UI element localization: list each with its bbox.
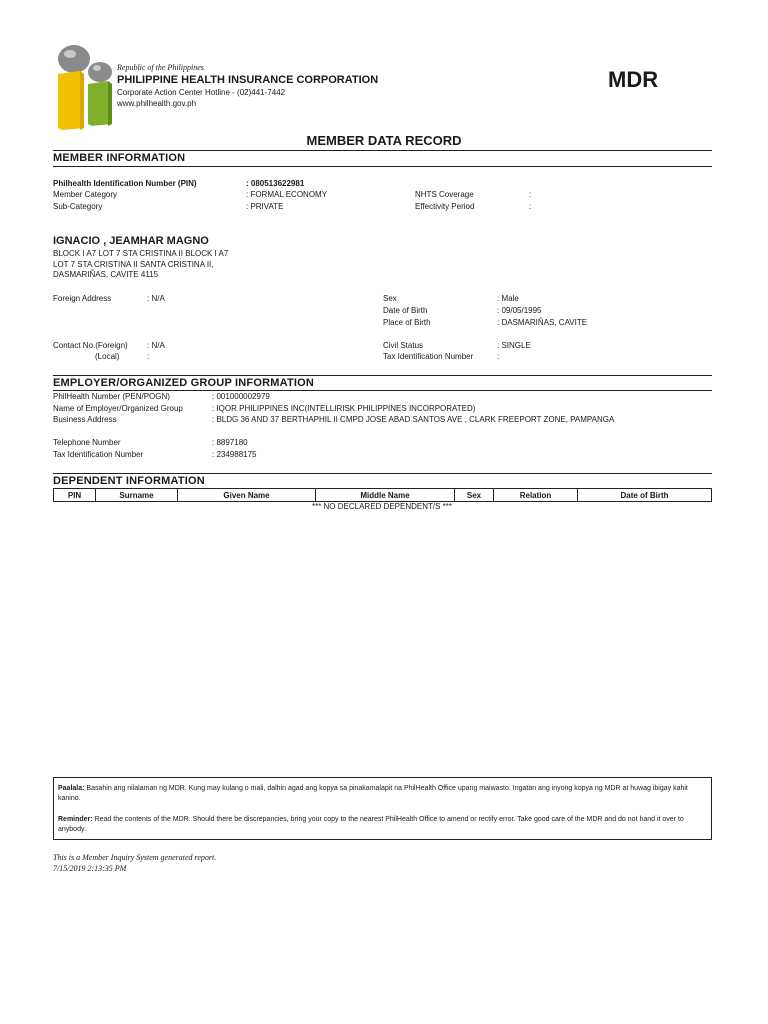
dependents-table (53, 488, 712, 502)
no-dependents-message: *** NO DECLARED DEPENDENT/S *** (311, 502, 453, 511)
sex-value: : Male (497, 294, 519, 303)
reminder-text: Read the contents of the MDR. Should there be discrepancies, bring your copy to the nearest PhilHealth Office to amend or rectify error. Take good care of the MDR and do not hand it over to anybody. (58, 816, 684, 833)
republic-label: Republic of the Philippines (117, 63, 204, 72)
col-surname: Surname (96, 489, 178, 502)
col-pin: PIN (54, 489, 96, 502)
contact-foreign-value: : N/A (147, 341, 165, 350)
effectivity-label: Effectivity Period (415, 202, 475, 211)
category-label: Member Category (53, 190, 118, 199)
logo-ball-large (58, 45, 90, 73)
contact-local-label: (Local) (95, 352, 120, 361)
pin-value: : 080513622981 (246, 179, 305, 188)
member-info-rule (53, 166, 712, 167)
dependents-header-row (54, 489, 712, 502)
col-relation: Relation (494, 489, 578, 502)
employer-tin-value: : 234988175 (212, 450, 257, 459)
member-tin-value: : (497, 352, 500, 361)
pen-value: : 001000002979 (212, 392, 270, 401)
phone-label: Telephone Number (53, 438, 121, 447)
member-tin-label: Tax Identification Number (383, 352, 474, 361)
business-address-value: : BLDG 36 AND 37 BERTHAPHIL II CMPD JOSE ABAD SANTOS AVE , CLARK FREEPORT ZONE, PAMPANGA (212, 415, 615, 424)
address-line-1: BLOCK I A7 LOT 7 STA CRISTINA II BLOCK I A7 (53, 249, 229, 258)
phone-value: : 8897180 (212, 438, 248, 447)
contact-local-value: : (147, 352, 150, 361)
employer-info-rule (53, 390, 712, 391)
subcategory-label: Sub-Category (53, 202, 103, 211)
foreign-address-value: : N/A (147, 294, 165, 303)
employer-top-rule (53, 375, 712, 376)
title-rule (53, 150, 712, 151)
notes-box (53, 777, 712, 840)
civil-status-value: : SINGLE (497, 341, 531, 350)
dependent-top-rule (53, 473, 712, 474)
effectivity-value: : (529, 202, 532, 211)
member-name: IGNACIO , JEAMHAR MAGNO (53, 235, 209, 247)
col-given-name: Given Name (178, 489, 316, 502)
address-line-3: DASMARIÑAS, CAVITE 4115 (53, 270, 159, 279)
contact-foreign-label: Contact No.(Foreign) (53, 341, 128, 350)
pob-label: Place of Birth (383, 318, 431, 327)
dependent-info-title: DEPENDENT INFORMATION (53, 475, 205, 487)
member-info-title: MEMBER INFORMATION (53, 152, 186, 164)
civil-status-label: Civil Status (383, 341, 424, 350)
pin-label: Philhealth Identification Number (PIN) (53, 179, 197, 188)
paalala-text: Basahin ang nilalaman ng MDR. Kung may kulang o mali, dalhin agad ang kopya sa pinakamalapit na PhilHealth Office upang maiwasto. Ingatan ang inyong kopya ng MDR at huwag ibigay kahit kanino. (58, 785, 688, 802)
doc-title: MEMBER DATA RECORD (306, 133, 462, 148)
reminder-label: Reminder: (58, 816, 93, 823)
generated-timestamp: 7/15/2019 2:13:35 PM (53, 864, 127, 873)
employer-name-value: : IQOR PHILIPPINES INC(INTELLIRISK PHILIPPINES INCORPORATED) (212, 404, 476, 413)
business-address-label: Business Address (53, 415, 117, 424)
col-date-of-birth: Date of Birth (578, 489, 712, 502)
philhealth-logo (54, 44, 116, 132)
sex-label: Sex (383, 294, 397, 303)
pen-label: PhilHealth Number (PEN/POGN) (53, 392, 170, 401)
dob-value: : 09/05/1995 (497, 306, 542, 315)
foreign-address-label: Foreign Address (53, 294, 112, 303)
employer-name-label: Name of Employer/Organized Group (53, 404, 183, 413)
logo-ball-small (88, 62, 112, 82)
employer-tin-label: Tax Identification Number (53, 450, 144, 459)
nhts-label: NHTS Coverage (415, 190, 474, 199)
generated-note: This is a Member Inquiry System generated report. (53, 853, 217, 862)
reminder-note (58, 815, 708, 835)
category-value: : FORMAL ECONOMY (246, 190, 328, 199)
paalala-note (58, 784, 708, 804)
address-line-2: LOT 7 STA CRISTINA II SANTA CRISTINA II, (53, 260, 214, 269)
subcategory-value: : PRIVATE (246, 202, 284, 211)
org-name: PHILIPPINE HEALTH INSURANCE CORPORATION (117, 74, 379, 86)
paalala-label: Paalala: (58, 785, 85, 792)
col-middle-name: Middle Name (316, 489, 455, 502)
website: www.philhealth.gov.ph (117, 99, 197, 108)
employer-info-title: EMPLOYER/ORGANIZED GROUP INFORMATION (53, 377, 315, 389)
nhts-value: : (529, 190, 532, 199)
doc-code: MDR (608, 67, 659, 92)
pob-value: : DASMARIÑAS, CAVITE (497, 318, 588, 327)
col-sex: Sex (455, 489, 494, 502)
dob-label: Date of Birth (383, 306, 428, 315)
hotline: Corporate Action Center Hotline - (02)441-7442 (117, 88, 286, 97)
